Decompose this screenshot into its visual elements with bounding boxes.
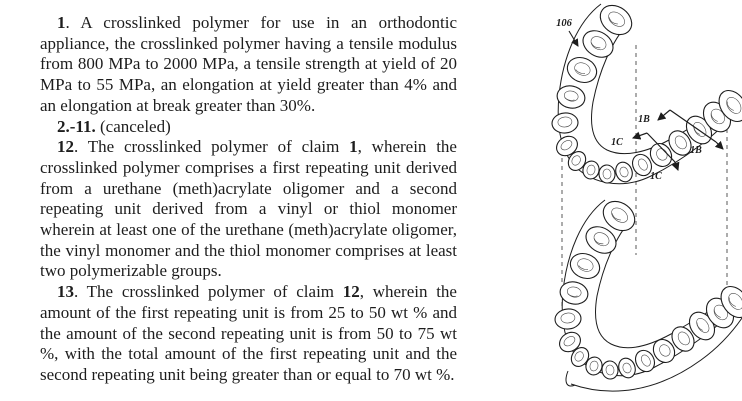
claim-13-paragraph: 13. The crosslinked polymer of claim 12, wherein the amount of the first repeating unit is from 25 to 50 wt % and the amount of the second repeating unit is from 50 to 75 wt %, with the total amount of the first repeating unit and the second repeating unit being greater than or equal to 70 wt %. bbox=[40, 282, 457, 384]
tooth bbox=[567, 249, 604, 282]
section-1b-arrow-top bbox=[658, 110, 670, 120]
tooth bbox=[564, 53, 601, 86]
lower-jaw-gum-hook bbox=[566, 371, 575, 386]
patent-figure bbox=[479, 0, 742, 401]
section-1b-arrow-bottom bbox=[716, 142, 723, 149]
dental-arch-figure bbox=[479, 0, 742, 401]
claims-2-11-canceled-paragraph: 2.-11. (canceled) bbox=[57, 116, 171, 136]
lower-arch-drawing bbox=[554, 195, 742, 391]
upper-arch-drawing bbox=[551, 0, 742, 184]
claims-text-column bbox=[40, 13, 457, 386]
section-label-1b-top: 1B bbox=[638, 114, 650, 125]
section-label-1c-top: 1C bbox=[611, 137, 623, 148]
section-label-1c-bottom: 1C bbox=[650, 171, 662, 182]
section-1c-arrow-top bbox=[633, 133, 647, 138]
section-1c-arrow-bottom bbox=[675, 162, 678, 170]
section-label-1b-bottom: 1B bbox=[690, 145, 702, 156]
tooth bbox=[601, 360, 619, 380]
tooth bbox=[554, 308, 582, 330]
tooth bbox=[613, 160, 635, 184]
claim-1-paragraph: 1. A crosslinked polymer for use in an orthodontic appliance, the crosslinked polymer having a tensile modulus from 800 MPa to 2000 MPa, a tensile strength at yield of 20 MPa to 55 MPa, an elongation at yield greater than 4% and an elongation at break greater than 30%. bbox=[40, 13, 457, 115]
tooth bbox=[616, 356, 638, 380]
reference-106 bbox=[556, 18, 578, 46]
tooth bbox=[551, 112, 579, 134]
reference-106-label: 106 bbox=[556, 18, 572, 29]
claim-12-paragraph: 12. The crosslinked polymer of claim 1, wherein the crosslinked polymer comprises a first repeating unit derived from a urethane (meth)acrylate oligomer and a second repeating unit derived from a vinyl or thiol monomer wherein at least one of the urethane (meth)acrylate oligomer, the vinyl monomer and the thiol monomer comprises at least two polymerizable groups. bbox=[40, 137, 457, 281]
